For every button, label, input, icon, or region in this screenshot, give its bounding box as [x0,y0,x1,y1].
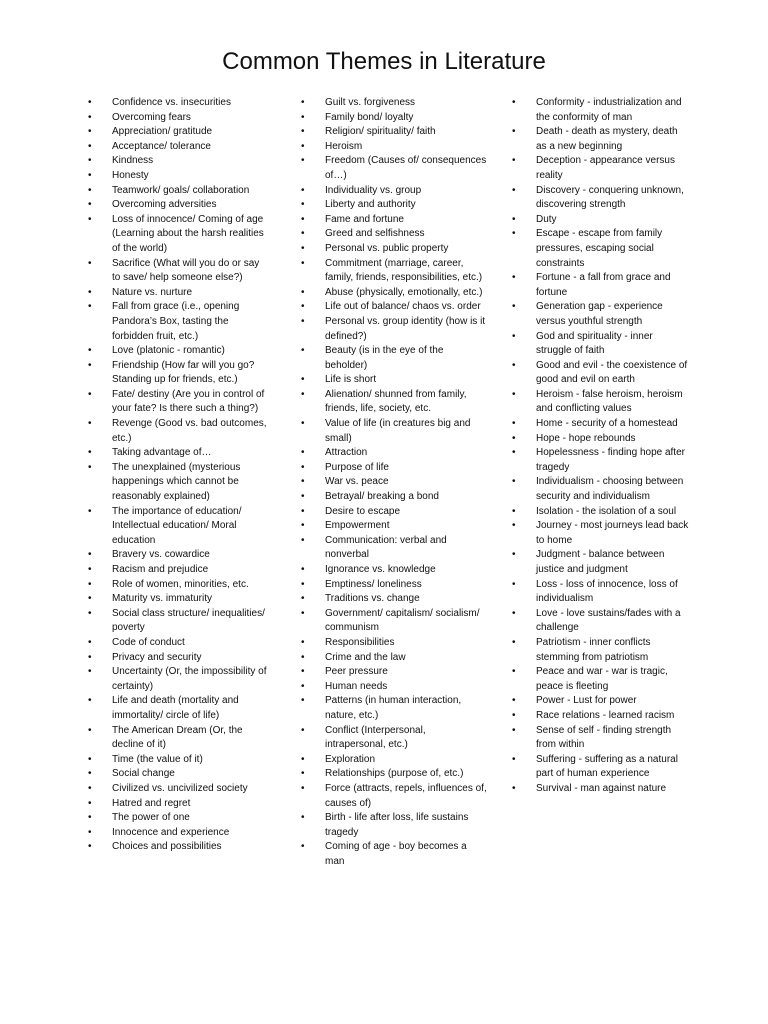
list-item: • Coming of age - boy becomes a man [297,840,487,869]
list-item: • Peer pressure [297,665,487,680]
list-item: • Purpose of life [297,461,487,476]
list-item: • Government/ capitalism/ socialism/ communism [297,607,487,636]
list-item: • Heroism - false heroism, heroism and conflicting values [508,388,690,417]
list-item: • Taking advantage of… [84,446,270,461]
list-item: • Attraction [297,446,487,461]
theme-list-column-1 [84,96,270,855]
list-item: • Communication: verbal and nonverbal [297,534,487,563]
list-item: • Role of women, minorities, etc. [84,578,270,593]
list-item: • Guilt vs. forgiveness [297,96,487,111]
list-item: • Beauty (is in the eye of the beholder) [297,344,487,373]
list-item: • Acceptance/ tolerance [84,140,270,155]
list-item: • Racism and prejudice [84,563,270,578]
list-item: • Kindness [84,154,270,169]
theme-list-column-3 [508,96,690,797]
list-item: • Life out of balance/ chaos vs. order [297,300,487,315]
list-item: • Hope - hope rebounds [508,432,690,447]
list-item: • Personal vs. group identity (how is it defined?) [297,315,487,344]
list-item: • Ignorance vs. knowledge [297,563,487,578]
list-item: • Responsibilities [297,636,487,651]
list-item: • Peace and war - war is tragic, peace is fleeting [508,665,690,694]
list-item: • Deception - appearance versus reality [508,154,690,183]
list-item: • Isolation - the isolation of a soul [508,505,690,520]
list-item: • Race relations - learned racism [508,709,690,724]
list-item: • Power - Lust for power [508,694,690,709]
list-item: • Overcoming fears [84,111,270,126]
list-item: • Betrayal/ breaking a bond [297,490,487,505]
list-item: • Fortune - a fall from grace and fortune [508,271,690,300]
list-item: • Honesty [84,169,270,184]
list-item: • Individuality vs. group [297,184,487,199]
list-item: • Appreciation/ gratitude [84,125,270,140]
list-item: • Friendship (How far will you go? Standing up for friends, etc.) [84,359,270,388]
list-item: • Social change [84,767,270,782]
list-item: • Privacy and security [84,651,270,666]
list-item: • Exploration [297,753,487,768]
list-item: • Duty [508,213,690,228]
list-item: • Crime and the law [297,651,487,666]
list-item: • Choices and possibilities [84,840,270,855]
list-item: • Bravery vs. cowardice [84,548,270,563]
list-item: • The American Dream (Or, the decline of it) [84,724,270,753]
list-item: • The importance of education/ Intellectual education/ Moral education [84,505,270,549]
list-item: • Revenge (Good vs. bad outcomes, etc.) [84,417,270,446]
list-item: • Judgment - balance between justice and judgment [508,548,690,577]
list-item: • Social class structure/ inequalities/ poverty [84,607,270,636]
list-item: • Greed and selfishness [297,227,487,242]
list-item: • Relationships (purpose of, etc.) [297,767,487,782]
page-title: Common Themes in Literature [222,48,546,75]
list-item: • Loss of innocence/ Coming of age (Learning about the harsh realities of the world) [84,213,270,257]
list-item: • Traditions vs. change [297,592,487,607]
list-item: • Time (the value of it) [84,753,270,768]
list-item: • Patriotism - inner conflicts stemming from patriotism [508,636,690,665]
list-item: • The unexplained (mysterious happenings which cannot be reasonably explained) [84,461,270,505]
list-item: • Uncertainty (Or, the impossibility of certainty) [84,665,270,694]
list-item: • Individualism - choosing between security and individualism [508,475,690,504]
list-item: • War vs. peace [297,475,487,490]
list-item: • Fall from grace (i.e., opening Pandora’s Box, tasting the forbidden fruit, etc.) [84,300,270,344]
list-item: • Nature vs. nurture [84,286,270,301]
list-item: • Freedom (Causes of/ consequences of…) [297,154,487,183]
list-item: • Religion/ spirituality/ faith [297,125,487,140]
list-item: • Home - security of a homestead [508,417,690,432]
list-item: • Liberty and authority [297,198,487,213]
list-item: • Maturity vs. immaturity [84,592,270,607]
list-item: • Force (attracts, repels, influences of, causes of) [297,782,487,811]
list-item: • God and spirituality - inner struggle of faith [508,330,690,359]
list-item: • Survival - man against nature [508,782,690,797]
list-item: • Value of life (in creatures big and small) [297,417,487,446]
list-item: • Innocence and experience [84,826,270,841]
list-item: • Fame and fortune [297,213,487,228]
list-item: • Fate/ destiny (Are you in control of your fate? Is there such a thing?) [84,388,270,417]
list-item: • Desire to escape [297,505,487,520]
list-item: • Civilized vs. uncivilized society [84,782,270,797]
list-item: • Teamwork/ goals/ collaboration [84,184,270,199]
list-item: • Death - death as mystery, death as a new beginning [508,125,690,154]
list-item: • Overcoming adversities [84,198,270,213]
list-item: • Generation gap - experience versus youthful strength [508,300,690,329]
theme-list-column-2 [297,96,487,869]
list-item: • Good and evil - the coexistence of good and evil on earth [508,359,690,388]
list-item: • Personal vs. public property [297,242,487,257]
list-item: • Conformity - industrialization and the conformity of man [508,96,690,125]
list-item: • Journey - most journeys lead back to home [508,519,690,548]
list-item: • Life and death (mortality and immortality/ circle of life) [84,694,270,723]
list-item: • Code of conduct [84,636,270,651]
list-item: • Sense of self - finding strength from within [508,724,690,753]
list-item: • Patterns (in human interaction, nature, etc.) [297,694,487,723]
list-item: • Suffering - suffering as a natural part of human experience [508,753,690,782]
list-item: • Discovery - conquering unknown, discovering strength [508,184,690,213]
list-item: • Empowerment [297,519,487,534]
list-item: • Hatred and regret [84,797,270,812]
list-item: • Love - love sustains/fades with a challenge [508,607,690,636]
list-item: • Commitment (marriage, career, family, friends, responsibilities, etc.) [297,257,487,286]
list-item: • Loss - loss of innocence, loss of individualism [508,578,690,607]
list-item: • Heroism [297,140,487,155]
list-item: • Sacrifice (What will you do or say to save/ help someone else?) [84,257,270,286]
list-item: • Emptiness/ loneliness [297,578,487,593]
list-item: • The power of one [84,811,270,826]
list-item: • Love (platonic - romantic) [84,344,270,359]
list-item: • Escape - escape from family pressures, escaping social constraints [508,227,690,271]
list-item: • Abuse (physically, emotionally, etc.) [297,286,487,301]
list-item: • Conflict (Interpersonal, intrapersonal, etc.) [297,724,487,753]
list-item: • Confidence vs. insecurities [84,96,270,111]
list-item: • Hopelessness - finding hope after tragedy [508,446,690,475]
list-item: • Life is short [297,373,487,388]
list-item: • Human needs [297,680,487,695]
list-item: • Family bond/ loyalty [297,111,487,126]
list-item: • Birth - life after loss, life sustains tragedy [297,811,487,840]
list-item: • Alienation/ shunned from family, friends, life, society, etc. [297,388,487,417]
